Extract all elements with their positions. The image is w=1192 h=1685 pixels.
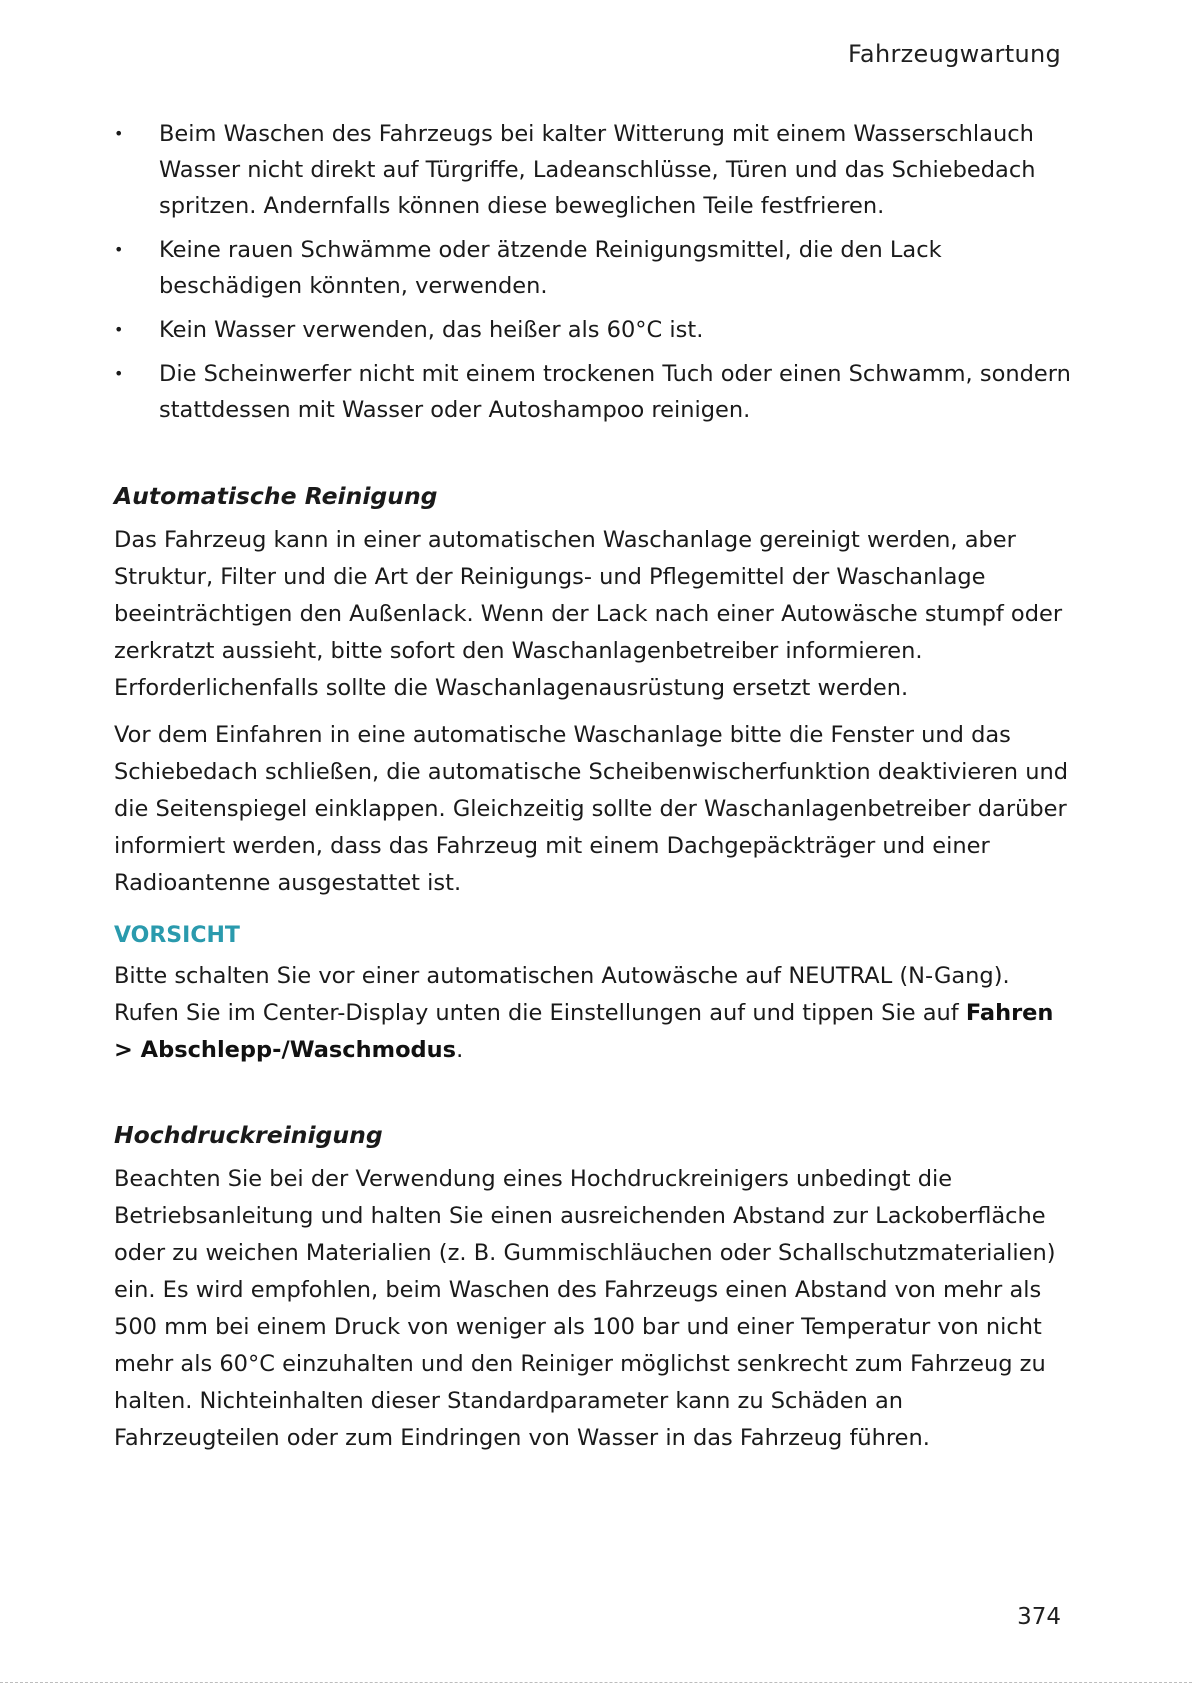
bullet-icon: • bbox=[114, 364, 124, 383]
bullet-icon: • bbox=[114, 320, 124, 339]
bullet-icon: • bbox=[114, 240, 124, 259]
list-item bbox=[114, 232, 1074, 304]
list-item-text: Beim Waschen des Fahrzeugs bei kalter Witterung mit einem Wasserschlauch Wasser nicht direkt auf Türgriffe, Ladeanschlüsse, Türen und das Schiebedach spritzen. Andernfalls können diese beweglichen Teile festfrieren. bbox=[159, 121, 1036, 219]
page-content bbox=[114, 116, 1074, 1467]
automatic-cleaning-paragraph-1: Das Fahrzeug kann in einer automatischen Waschanlage gereinigt werden, aber Struktur, Filter und die Art der Reinigungs- und Pflegemittel der Waschanlage beeinträchtigen den Außenlack. Wenn der Lack nach einer Autowäsche stumpf oder zerkratzt aussieht, bitte sofort den Waschanlagenbetreiber informieren. Erforderlichenfalls sollte die Waschanlagenausrüstung ersetzt werden. bbox=[114, 527, 1063, 701]
caution-text-end: . bbox=[456, 1037, 464, 1063]
list-item-text: Die Scheinwerfer nicht mit einem trockenen Tuch oder einen Schwamm, sondern stattdessen mit Wasser oder Autoshampoo reinigen. bbox=[159, 361, 1071, 423]
list-item-text: Kein Wasser verwenden, das heißer als 60°C ist. bbox=[159, 317, 704, 343]
automatic-cleaning-heading: Automatische Reinigung bbox=[114, 482, 438, 510]
list-item bbox=[114, 356, 1074, 428]
list-item-text: Keine rauen Schwämme oder ätzende Reinigungsmittel, die den Lack beschädigen könnten, verwenden. bbox=[159, 237, 942, 299]
page-bottom-divider bbox=[0, 1682, 1192, 1683]
high-pressure-paragraph: Beachten Sie bei der Verwendung eines Hochdruckreinigers unbedingt die Betriebsanleitung und halten Sie einen ausreichenden Abstand zur Lackoberfläche oder zu weichen Materialien (z. B. Gummischläuchen oder Schallschutzmaterialien) ein. Es wird empfohlen, beim Waschen des Fahrzeugs einen Abstand von mehr als 500 mm bei einem Druck von weniger als 100 bar und einer Temperatur von nicht mehr als 60°C einzuhalten und den Reiniger möglichst senkrecht zum Fahrzeug zu halten. Nichteinhalten dieser Standardparameter kann zu Schäden an Fahrzeugteilen oder zum Eindringen von Wasser in das Fahrzeug führen. bbox=[114, 1166, 1056, 1451]
automatic-cleaning-paragraph-2: Vor dem Einfahren in eine automatische Waschanlage bitte die Fenster und das Schiebedach schließen, die automatische Scheibenwischerfunktion deaktivieren und die Seitenspiegel einklappen. Gleichzeitig sollte der Waschanlagenbetreiber darüber informiert werden, dass das Fahrzeug mit einem Dachgepäckträger und einer Radioantenne ausgestattet ist. bbox=[114, 722, 1069, 896]
caution-label: VORSICHT bbox=[114, 923, 240, 948]
caution-text-body: Bitte schalten Sie vor einer automatischen Autowäsche auf NEUTRAL (N-Gang). Rufen Sie im Center-Display unten die Einstellungen auf und tippen Sie auf bbox=[114, 963, 1010, 1026]
bullet-icon: • bbox=[114, 124, 124, 143]
list-item bbox=[114, 116, 1074, 224]
caution-text bbox=[114, 958, 1074, 1069]
high-pressure-heading: Hochdruckreinigung bbox=[114, 1121, 383, 1149]
page-number: 374 bbox=[1017, 1604, 1061, 1630]
washing-tips-list bbox=[114, 116, 1074, 428]
settings-menu-path: Fahren > Abschlepp-/Waschmodus bbox=[114, 1000, 1054, 1063]
list-item bbox=[114, 312, 1074, 348]
running-header: Fahrzeugwartung bbox=[848, 40, 1061, 68]
